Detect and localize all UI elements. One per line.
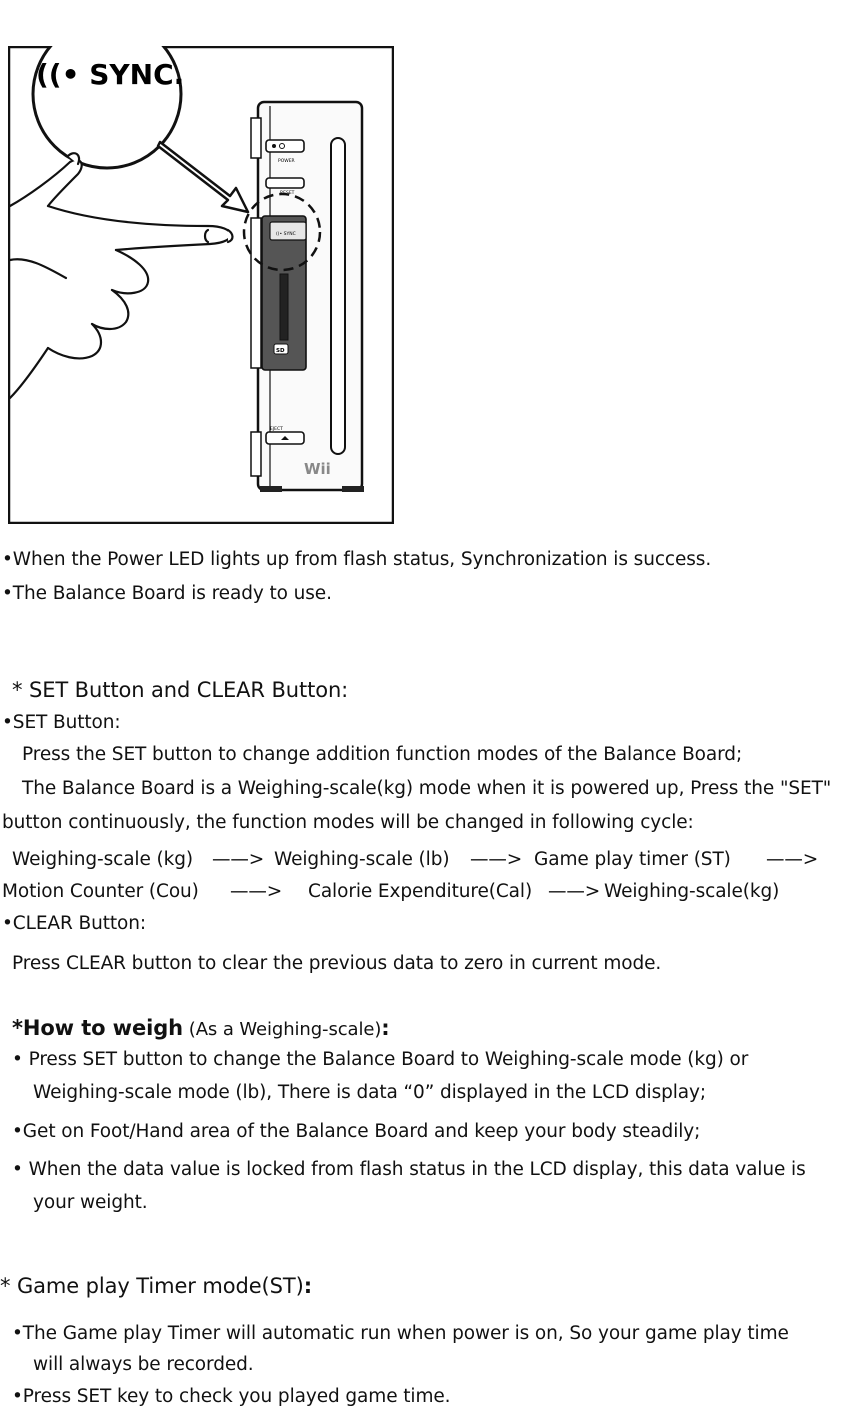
clear-description: Press CLEAR button to clear the previous data to zero in current mode. — [12, 953, 662, 974]
game-timer-colon: : — [303, 1274, 313, 1298]
set-clear-heading: * SET Button and CLEAR Button: — [12, 678, 349, 702]
timer-step2: •Press SET key to check you played game time. — [12, 1386, 451, 1407]
wii-console — [251, 102, 364, 492]
cycle-arrow-icon: ——> — [766, 849, 819, 870]
clear-button-title: •CLEAR Button: — [2, 913, 147, 934]
cycle-step-counter: Motion Counter (Cou) — [2, 881, 199, 902]
cycle-arrow-icon: ——> — [548, 881, 601, 902]
board-ready-line: •The Balance Board is ready to use. — [2, 583, 332, 604]
cycle-step-kg-return: Weighing-scale(kg) — [604, 881, 780, 902]
cycle-step-kg: Weighing-scale (kg) — [12, 849, 194, 870]
set-button-title: •SET Button: — [2, 712, 121, 733]
cycle-arrow-icon: ——> — [212, 849, 265, 870]
set-description-line3: button continuously, the function modes will be changed in following cycle: — [2, 812, 694, 833]
sync-callout-label: ((• SYNC. — [36, 58, 185, 91]
weigh-step3-line1: • When the data value is locked from flash status in the LCD display, this data value is — [12, 1159, 806, 1180]
how-to-weigh-title: *How to weigh — [12, 1016, 183, 1040]
sd-label: SD — [276, 348, 285, 354]
game-timer-title: * Game play Timer mode(ST) — [0, 1274, 304, 1298]
how-to-weigh-subtitle: (As a Weighing-scale) — [188, 1019, 382, 1040]
eject-label: EJECT — [270, 427, 283, 432]
set-description-line1: Press the SET button to change addition function modes of the Balance Board; — [22, 744, 743, 765]
wii-logo: Wii — [304, 460, 331, 478]
cycle-step-calorie: Calorie Expenditure(Cal) — [308, 881, 533, 902]
weigh-step1-line1: • Press SET button to change the Balance Board to Weighing-scale mode (kg) or — [12, 1049, 749, 1070]
weigh-step3-line2: your weight. — [33, 1192, 148, 1213]
sync-success-line: •When the Power LED lights up from flash status, Synchronization is success. — [2, 549, 712, 570]
weigh-step1-line2: Weighing-scale mode (lb), There is data “0” displayed in the LCD display; — [33, 1082, 707, 1103]
timer-step1-line2: will always be recorded. — [33, 1354, 254, 1375]
power-label: POWER — [278, 159, 295, 164]
cycle-step-lb: Weighing-scale (lb) — [274, 849, 450, 870]
weigh-step2: •Get on Foot/Hand area of the Balance Board and keep your body steadily; — [12, 1121, 701, 1142]
cycle-step-timer: Game play timer (ST) — [534, 849, 731, 870]
how-to-weigh-heading — [12, 1016, 390, 1040]
cycle-arrow-icon: ——> — [230, 881, 283, 902]
how-to-weigh-colon: : — [381, 1016, 390, 1040]
svg-text:((• SYNC: ((• SYNC — [276, 232, 296, 237]
timer-step1-line1: •The Game play Timer will automatic run when power is on, So your game play time — [12, 1323, 789, 1344]
cycle-arrow-icon: ——> — [470, 849, 523, 870]
reset-label: RESET — [280, 191, 295, 196]
sync-illustration — [8, 46, 394, 524]
set-description-line2: The Balance Board is a Weighing-scale(kg) mode when it is powered up, Press the "SET" — [22, 778, 832, 799]
game-timer-heading — [0, 1274, 312, 1298]
